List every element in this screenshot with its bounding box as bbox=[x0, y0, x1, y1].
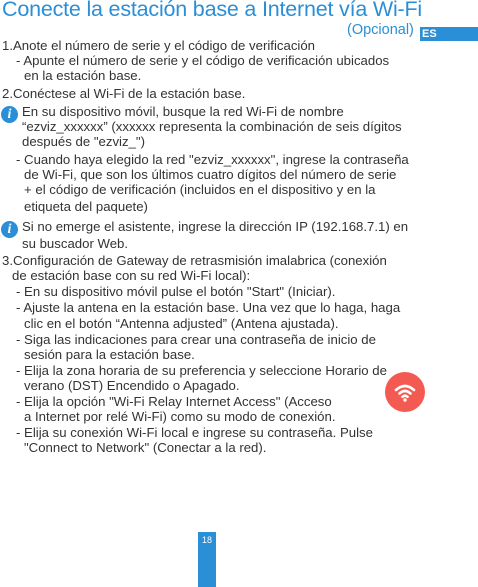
step-2-bullet-cont: de Wi-Fi, que son los últimos cuatro dígitos del número de serie bbox=[24, 167, 397, 182]
page-number: 18 bbox=[201, 535, 212, 545]
page-number-strip bbox=[198, 532, 216, 587]
step-2-bullet: - Cuando haya elegido la red "ezviz_xxxxxx", ingrese la contraseña bbox=[16, 152, 409, 167]
info-note-1-cont: “ezviz_xxxxxx” (xxxxxx representa la combinación de seis dígitos bbox=[22, 119, 402, 134]
page-title: Conecte la estación base a Internet vía Wi-Fi bbox=[2, 0, 423, 21]
info-note-2: Si no emerge el asistente, ingrese la dirección IP (192.168.7.1) en bbox=[22, 219, 409, 234]
step-3-bullet-relay: - Elija la opción "Wi-Fi Relay Internet Access" (Acceso bbox=[16, 394, 332, 409]
language-tab: ES bbox=[420, 27, 478, 41]
step-3-bullet-start: - En su dispositivo móvil pulse el botón "Start" (Iniciar). bbox=[16, 284, 336, 299]
step-3-heading-cont: de estación base con su red Wi-Fi local): bbox=[12, 268, 251, 283]
step-1-bullet-cont: en la estación base. bbox=[24, 68, 142, 83]
step-2-heading: 2.Conéctese al Wi-Fi de la estación base. bbox=[2, 86, 246, 101]
step-3-bullet-timezone: - Elija la zona horaria de su preferencia y seleccione Horario de bbox=[16, 363, 387, 378]
info-note-2-cont: su buscador Web. bbox=[22, 236, 129, 251]
step-2-bullet-cont3: etiqueta del paquete) bbox=[24, 199, 148, 214]
step-3-bullet-connect-cont: "Connect to Network" (Conectar a la red). bbox=[24, 440, 267, 455]
wifi-icon bbox=[385, 372, 425, 412]
step-3-bullet-connect: - Elija su conexión Wi-Fi local e ingrese su contraseña. Pulse bbox=[16, 425, 373, 440]
step-1-heading: 1.Anote el número de serie y el código de verificación bbox=[2, 38, 316, 53]
wifi-glyph bbox=[385, 372, 425, 412]
step-3-bullet-antenna: - Ajuste la antena en la estación base. Una vez que lo haga, haga bbox=[16, 300, 401, 315]
step-3-bullet-password: - Siga las indicaciones para crear una contraseña de inicio de bbox=[16, 332, 376, 347]
step-3-bullet-relay-cont: a Internet por relé Wi-Fi) como su modo de conexión. bbox=[24, 409, 336, 424]
info-icon: i bbox=[1, 106, 18, 123]
optional-label: (Opcional) bbox=[347, 22, 414, 38]
step-3-heading: 3.Configuración de Gateway de retrasmisión imalabrica (conexión bbox=[2, 253, 387, 268]
step-2-bullet-cont2: + el código de verificación (incluidos en el dispositivo y en la bbox=[24, 182, 376, 197]
info-note-1: En su dispositivo móvil, busque la red Wi-Fi de nombre bbox=[22, 104, 344, 119]
info-note-1-cont2: después de "ezviz_") bbox=[22, 134, 145, 149]
info-icon: i bbox=[1, 221, 18, 238]
step-1-bullet: - Apunte el número de serie y el código de verificación ubicados bbox=[16, 53, 390, 68]
step-3-bullet-timezone-cont: verano (DST) Encendido o Apagado. bbox=[24, 378, 240, 393]
step-3-bullet-antenna-cont: clic en el botón “Antenna adjusted” (Antena ajustada). bbox=[24, 316, 339, 331]
step-3-bullet-password-cont: sesión para la estación base. bbox=[24, 347, 195, 362]
